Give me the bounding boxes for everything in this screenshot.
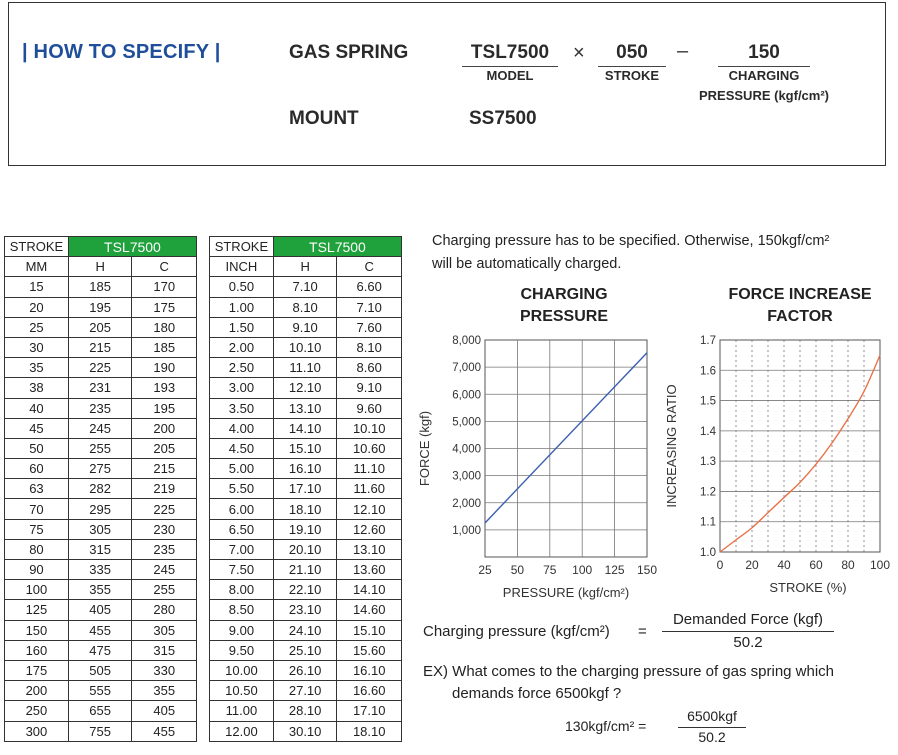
stroke-cell: 300 [5, 721, 69, 741]
h-cell: 355 [68, 580, 132, 600]
c-cell: 7.60 [337, 317, 402, 337]
h-cell: 235 [68, 398, 132, 418]
table-row [5, 620, 197, 640]
stroke-cell: 75 [5, 519, 69, 539]
stroke-cell: 100 [5, 580, 69, 600]
stroke-cell: 9.50 [210, 640, 274, 660]
h-cell: 30.10 [273, 721, 337, 741]
h-cell: 17.10 [273, 479, 337, 499]
h-cell: 195 [68, 297, 132, 317]
h-cell: 28.10 [273, 701, 337, 721]
y-axis-label: INCREASING RATIO [664, 384, 679, 508]
example-fraction-line [678, 727, 746, 728]
y-tick-label: 1.0 [700, 547, 716, 559]
table-row [210, 560, 402, 580]
table-row [5, 580, 197, 600]
formula-equals: = [638, 623, 647, 640]
h-cell: 18.10 [273, 499, 337, 519]
y-tick-label: 5,000 [452, 416, 481, 429]
pressure-underline [718, 66, 810, 67]
c-cell: 12.60 [337, 519, 402, 539]
model-header: TSL7500 [273, 237, 401, 257]
c-cell: 18.10 [337, 721, 402, 741]
stroke-cell: 3.00 [210, 378, 274, 398]
stroke-cell: 60 [5, 459, 69, 479]
x-tick-label: 40 [777, 558, 791, 572]
table-row [5, 721, 197, 741]
h-cell: 282 [68, 479, 132, 499]
example-line-1: EX) What comes to the charging pressure of gas spring which [423, 663, 835, 680]
y-tick-label: 1.5 [700, 395, 716, 408]
table-row [5, 459, 197, 479]
y-tick-label: 6,000 [452, 389, 481, 402]
series-line-ratio [720, 355, 880, 552]
h-cell: 11.10 [273, 358, 337, 378]
stroke-cell: 25 [5, 317, 69, 337]
c-cell: 16.10 [337, 660, 402, 680]
y-tick-label: 1.1 [700, 516, 716, 529]
stroke-cell: 1.50 [210, 317, 274, 337]
formula-fraction-line [662, 631, 834, 632]
table-row [5, 438, 197, 458]
stroke-table-inch [209, 236, 402, 742]
force-increase-factor-chart [660, 330, 896, 610]
table-row [210, 721, 402, 741]
h-cell: 185 [68, 277, 132, 297]
formula-denominator: 50.2 [733, 634, 763, 651]
h-cell: 505 [68, 660, 132, 680]
stroke-caption: STROKE [604, 68, 660, 83]
table-row [210, 701, 402, 721]
stroke-cell: 20 [5, 297, 69, 317]
h-cell: 16.10 [273, 459, 337, 479]
h-cell: 21.10 [273, 560, 337, 580]
chart1-title [485, 284, 643, 328]
table-row [5, 539, 197, 559]
stroke-cell: 63 [5, 479, 69, 499]
c-cell: 11.60 [337, 479, 402, 499]
stroke-cell: 5.00 [210, 459, 274, 479]
y-tick-label: 7,000 [452, 362, 481, 375]
h-cell: 22.10 [273, 580, 337, 600]
table-row [210, 681, 402, 701]
table-row [210, 459, 402, 479]
stroke-header: STROKE [5, 237, 69, 257]
chart1-title-line1: CHARGING [520, 286, 608, 303]
h-cell: 15.10 [273, 438, 337, 458]
c-cell: 14.10 [337, 580, 402, 600]
c-cell: 219 [132, 479, 197, 499]
c-cell: 230 [132, 519, 197, 539]
stroke-cell: 70 [5, 499, 69, 519]
table-row [210, 580, 402, 600]
x-tick-label: 25 [478, 563, 492, 577]
table-row [5, 398, 197, 418]
c-cell: 9.60 [337, 398, 402, 418]
chart1-title-line2: PRESSURE [519, 308, 609, 325]
h-cell: 14.10 [273, 418, 337, 438]
c-cell: 10.60 [337, 438, 402, 458]
stroke-cell: 150 [5, 620, 69, 640]
pressure-value: 150 [748, 42, 780, 63]
table-row [210, 297, 402, 317]
table-row [210, 620, 402, 640]
h-cell: 7.10 [273, 277, 337, 297]
stroke-cell: 38 [5, 378, 69, 398]
c-cell: 255 [132, 580, 197, 600]
chart2-title [718, 284, 882, 328]
stroke-cell: 0.50 [210, 277, 274, 297]
h-cell: 405 [68, 600, 132, 620]
stroke-cell: 5.50 [210, 479, 274, 499]
c-cell: 200 [132, 418, 197, 438]
stroke-cell: 11.00 [210, 701, 274, 721]
formula-numerator: Demanded Force (kgf) [672, 611, 824, 628]
c-cell: 280 [132, 600, 197, 620]
stroke-header: STROKE [210, 237, 274, 257]
stroke-cell: 12.00 [210, 721, 274, 741]
x-tick-label: 150 [636, 563, 658, 577]
y-tick-label: 2,000 [452, 497, 481, 510]
y-tick-label: 1.4 [700, 425, 716, 438]
y-tick-label: 1.6 [700, 365, 716, 378]
stroke-cell: 7.50 [210, 560, 274, 580]
formula-lhs: Charging pressure (kgf/cm²) [423, 623, 610, 640]
stroke-cell: 2.50 [210, 358, 274, 378]
table-row [5, 600, 197, 620]
mount-value: SS7500 [469, 108, 537, 129]
note-line-2: will be automatically charged. [432, 256, 622, 272]
table-row [5, 499, 197, 519]
c-cell: 185 [132, 337, 197, 357]
stroke-cell: 175 [5, 660, 69, 680]
stroke-cell: 8.00 [210, 580, 274, 600]
table-row [210, 600, 402, 620]
h-cell: 205 [68, 317, 132, 337]
c-cell: 355 [132, 681, 197, 701]
c-cell: 455 [132, 721, 197, 741]
stroke-cell: 10.50 [210, 681, 274, 701]
x-axis-label: STROKE (%) [769, 580, 847, 595]
table-row [5, 317, 197, 337]
c-cell: 175 [132, 297, 197, 317]
c-cell: 15.10 [337, 620, 402, 640]
c-cell: 14.60 [337, 600, 402, 620]
y-tick-label: 1.2 [700, 486, 716, 499]
y-tick-label: 3,000 [452, 470, 481, 483]
c-cell: 235 [132, 539, 197, 559]
stroke-cell: 1.00 [210, 297, 274, 317]
h-cell: 255 [68, 438, 132, 458]
table-row [210, 640, 402, 660]
model-underline [462, 66, 558, 67]
stroke-cell: 6.00 [210, 499, 274, 519]
table-row [210, 317, 402, 337]
h-cell: 9.10 [273, 317, 337, 337]
c-cell: 7.10 [337, 297, 402, 317]
x-tick-label: 80 [841, 558, 855, 572]
stroke-table-mm [4, 236, 197, 742]
unit-c: C [337, 257, 402, 277]
h-cell: 23.10 [273, 600, 337, 620]
c-cell: 245 [132, 560, 197, 580]
pressure-caption-2: PRESSURE (kgf/cm²) [698, 88, 830, 103]
c-cell: 10.10 [337, 418, 402, 438]
y-tick-label: 1.7 [700, 335, 716, 347]
h-cell: 275 [68, 459, 132, 479]
stroke-underline [598, 66, 666, 67]
example-line-2: demands force 6500kgf ? [452, 685, 622, 702]
c-cell: 195 [132, 398, 197, 418]
gas-spring-label: GAS SPRING [289, 42, 409, 63]
stroke-cell: 9.00 [210, 620, 274, 640]
stroke-cell: 30 [5, 337, 69, 357]
mount-label: MOUNT [289, 108, 359, 129]
y-tick-label: 1.3 [700, 456, 716, 469]
stroke-cell: 4.50 [210, 438, 274, 458]
table-row [5, 297, 197, 317]
how-to-specify-box [8, 2, 886, 166]
example-answer-denominator: 50.2 [698, 729, 726, 745]
c-cell: 17.10 [337, 701, 402, 721]
c-cell: 190 [132, 358, 197, 378]
table-row [5, 418, 197, 438]
table-row [210, 499, 402, 519]
y-tick-label: 1,000 [452, 524, 481, 537]
h-cell: 555 [68, 681, 132, 701]
note-line-1: Charging pressure has to be specified. Otherwise, 150kgf/cm² [432, 233, 830, 249]
x-tick-label: 125 [604, 563, 625, 577]
c-cell: 205 [132, 438, 197, 458]
table-row [5, 519, 197, 539]
x-axis-label: PRESSURE (kgf/cm²) [502, 585, 630, 600]
h-cell: 335 [68, 560, 132, 580]
h-cell: 215 [68, 337, 132, 357]
unit-stroke: MM [5, 257, 69, 277]
stroke-cell: 35 [5, 358, 69, 378]
c-cell: 9.10 [337, 378, 402, 398]
stroke-cell: 125 [5, 600, 69, 620]
c-cell: 8.60 [337, 358, 402, 378]
h-cell: 8.10 [273, 297, 337, 317]
stroke-cell: 50 [5, 438, 69, 458]
stroke-cell: 7.00 [210, 539, 274, 559]
stroke-cell: 200 [5, 681, 69, 701]
chart2-title-line1: FORCE INCREASE [728, 286, 872, 303]
h-cell: 475 [68, 640, 132, 660]
h-cell: 225 [68, 358, 132, 378]
x-tick-label: 75 [543, 563, 557, 577]
stroke-cell: 250 [5, 701, 69, 721]
table-row [5, 660, 197, 680]
table-row [5, 337, 197, 357]
x-tick-label: 100 [572, 563, 593, 577]
c-cell: 13.60 [337, 560, 402, 580]
c-cell: 11.10 [337, 459, 402, 479]
c-cell: 12.10 [337, 499, 402, 519]
table-row [210, 398, 402, 418]
model-caption: MODEL [486, 68, 534, 83]
table-row [5, 378, 197, 398]
table-row [5, 560, 197, 580]
stroke-cell: 3.50 [210, 398, 274, 418]
c-cell: 180 [132, 317, 197, 337]
x-tick-label: 50 [510, 563, 525, 577]
charging-pressure-chart [415, 330, 660, 610]
stroke-cell: 40 [5, 398, 69, 418]
h-cell: 13.10 [273, 398, 337, 418]
c-cell: 6.60 [337, 277, 402, 297]
c-cell: 8.10 [337, 337, 402, 357]
table-row [5, 640, 197, 660]
c-cell: 330 [132, 660, 197, 680]
pressure-caption-1: CHARGING [728, 68, 800, 83]
example-answer-lhs: 130kgf/cm² = [565, 718, 647, 734]
example-answer-numerator: 6500kgf [687, 708, 737, 724]
h-cell: 655 [68, 701, 132, 721]
unit-h: H [68, 257, 132, 277]
h-cell: 25.10 [273, 640, 337, 660]
c-cell: 13.10 [337, 539, 402, 559]
h-cell: 19.10 [273, 519, 337, 539]
h-cell: 24.10 [273, 620, 337, 640]
h-cell: 315 [68, 539, 132, 559]
stroke-cell: 45 [5, 418, 69, 438]
table-row [210, 358, 402, 378]
times-sign: × [573, 42, 585, 64]
stroke-cell: 10.00 [210, 660, 274, 680]
table-row [210, 519, 402, 539]
how-to-specify-heading: | HOW TO SPECIFY | [22, 41, 221, 63]
unit-h: H [273, 257, 337, 277]
dash-sign: – [677, 40, 689, 62]
y-tick-label: 8,000 [452, 335, 481, 347]
stroke-cell: 6.50 [210, 519, 274, 539]
model-value: TSL7500 [470, 42, 550, 63]
table-row [210, 479, 402, 499]
unit-stroke: INCH [210, 257, 274, 277]
h-cell: 10.10 [273, 337, 337, 357]
table-row [5, 701, 197, 721]
h-cell: 27.10 [273, 681, 337, 701]
h-cell: 295 [68, 499, 132, 519]
unit-c: C [132, 257, 197, 277]
table-row [210, 660, 402, 680]
c-cell: 405 [132, 701, 197, 721]
h-cell: 26.10 [273, 660, 337, 680]
stroke-cell: 160 [5, 640, 69, 660]
model-header: TSL7500 [68, 237, 196, 257]
x-tick-label: 100 [869, 558, 891, 572]
h-cell: 245 [68, 418, 132, 438]
table-row [210, 337, 402, 357]
x-tick-label: 60 [809, 558, 823, 572]
table-row [5, 277, 197, 297]
c-cell: 225 [132, 499, 197, 519]
stroke-cell: 90 [5, 560, 69, 580]
c-cell: 193 [132, 378, 197, 398]
h-cell: 20.10 [273, 539, 337, 559]
c-cell: 215 [132, 459, 197, 479]
table-row [210, 539, 402, 559]
h-cell: 305 [68, 519, 132, 539]
x-tick-label: 0 [716, 558, 724, 572]
table-row [5, 358, 197, 378]
c-cell: 315 [132, 640, 197, 660]
series-line-force [485, 353, 647, 523]
c-cell: 15.60 [337, 640, 402, 660]
h-cell: 455 [68, 620, 132, 640]
table-row [210, 277, 402, 297]
table-row [210, 378, 402, 398]
stroke-value: 050 [616, 42, 648, 63]
chart2-title-line2: FACTOR [767, 308, 833, 325]
table-row [210, 418, 402, 438]
stroke-cell: 2.00 [210, 337, 274, 357]
y-tick-label: 4,000 [452, 443, 481, 456]
h-cell: 12.10 [273, 378, 337, 398]
stroke-cell: 4.00 [210, 418, 274, 438]
stroke-cell: 8.50 [210, 600, 274, 620]
x-tick-label: 20 [745, 558, 759, 572]
table-row [210, 438, 402, 458]
c-cell: 305 [132, 620, 197, 640]
c-cell: 16.60 [337, 681, 402, 701]
table-row [5, 479, 197, 499]
table-row [5, 681, 197, 701]
h-cell: 755 [68, 721, 132, 741]
y-axis-label: FORCE (kgf) [417, 410, 432, 487]
h-cell: 231 [68, 378, 132, 398]
c-cell: 170 [132, 277, 197, 297]
stroke-cell: 15 [5, 277, 69, 297]
stroke-cell: 80 [5, 539, 69, 559]
